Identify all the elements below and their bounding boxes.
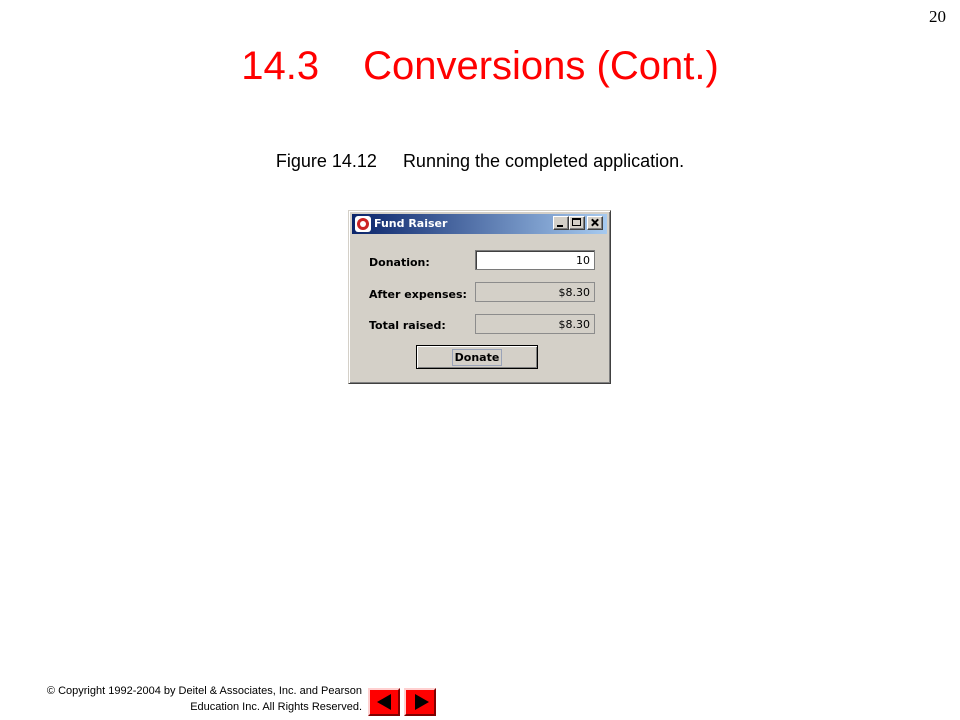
caption-label: Figure 14.12 [275, 151, 377, 171]
copyright-notice [14, 683, 362, 715]
title-text: Conversions (Cont.) [363, 44, 719, 88]
donate-button[interactable] [416, 345, 538, 369]
after-expenses-label: After expenses: [369, 288, 467, 301]
java-cup-icon[interactable] [355, 216, 371, 232]
next-arrow-icon [415, 694, 429, 710]
page-number: 20 [929, 7, 946, 26]
donate-button-label: Donate [452, 349, 503, 366]
total-raised-field: $8.30 [475, 314, 595, 334]
minimize-button[interactable] [553, 216, 569, 230]
close-button[interactable] [587, 216, 603, 230]
copyright-line-2: Education Inc. All Rights Reserved. [190, 701, 362, 713]
next-slide-button[interactable] [404, 688, 436, 716]
slide-title [0, 44, 960, 89]
maximize-button[interactable] [569, 216, 585, 230]
maximize-icon [572, 218, 581, 226]
window-titlebar[interactable] [352, 214, 607, 234]
after-expenses-field: $8.30 [475, 282, 595, 302]
title-number: 14.3 [241, 44, 320, 88]
copyright-line-1: © Copyright 1992-2004 by Deitel & Associates, Inc. and Pearson [46, 685, 362, 697]
figure-caption [0, 151, 960, 172]
minimize-icon [557, 225, 563, 227]
fund-raiser-window [348, 210, 611, 384]
previous-slide-button[interactable] [368, 688, 400, 716]
previous-arrow-icon [377, 694, 391, 710]
donation-label: Donation: [369, 256, 430, 269]
window-title: Fund Raiser [374, 217, 448, 230]
total-raised-label: Total raised: [369, 319, 446, 332]
donation-input[interactable]: 10 [475, 250, 595, 270]
caption-text: Running the completed application. [402, 151, 685, 171]
